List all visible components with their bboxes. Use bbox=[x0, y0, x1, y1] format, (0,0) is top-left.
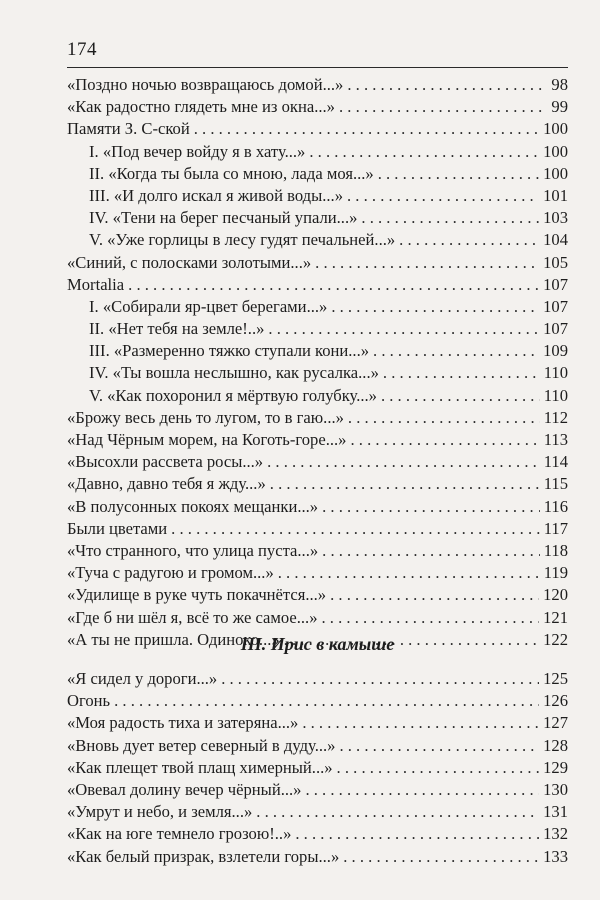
toc-list-top bbox=[67, 74, 568, 651]
toc-entry bbox=[67, 407, 568, 429]
toc-entry-page: 115 bbox=[543, 474, 568, 494]
toc-entry-title: «Умрут и небо, и земля...» bbox=[67, 802, 253, 822]
toc-entry bbox=[67, 757, 568, 779]
toc-entry bbox=[67, 229, 568, 251]
toc-entry bbox=[67, 735, 568, 757]
toc-entry-title: II. «Когда ты была со мною, лада моя...» bbox=[89, 163, 374, 183]
toc-entry-title: IV. «Ты вошла неслышно, как русалка...» bbox=[89, 363, 379, 383]
dot-leader bbox=[302, 712, 539, 734]
toc-entry-title: «Брожу весь день то лугом, то в гаю...» bbox=[67, 407, 344, 427]
dot-leader bbox=[194, 118, 539, 140]
toc-entry-page: 114 bbox=[543, 452, 568, 472]
dot-leader bbox=[268, 318, 539, 340]
toc-entry bbox=[67, 296, 568, 318]
dot-leader bbox=[315, 252, 539, 274]
dot-leader bbox=[343, 846, 539, 868]
toc-entry-page: 130 bbox=[543, 779, 568, 799]
toc-entry-page: 110 bbox=[543, 385, 568, 405]
toc-entry-page: 101 bbox=[543, 185, 568, 205]
toc-entry-title: V. «Как похоронил я мёртвую голубку...» bbox=[89, 385, 377, 405]
toc-entry bbox=[67, 118, 568, 140]
dot-leader bbox=[373, 340, 539, 362]
toc-entry bbox=[67, 846, 568, 868]
dot-leader bbox=[322, 496, 540, 518]
dot-leader bbox=[114, 690, 539, 712]
toc-entry bbox=[67, 252, 568, 274]
toc-list-bottom bbox=[67, 668, 568, 868]
toc-entry-page: 133 bbox=[543, 846, 568, 866]
toc-entry-page: 132 bbox=[543, 824, 568, 844]
toc-entry bbox=[67, 274, 568, 296]
toc-entry-title: I. «Под вечер войду я в хату...» bbox=[89, 141, 306, 161]
toc-entry-title: «Как плещет твой плащ химерный...» bbox=[67, 757, 333, 777]
toc-entry-page: 121 bbox=[543, 607, 568, 627]
toc-entry-title: «Высохли рассвета росы...» bbox=[67, 452, 264, 472]
section-heading: III. Ирис в камыше bbox=[240, 634, 395, 654]
toc-entry-title: Памяти З. С-ской bbox=[67, 119, 190, 139]
header-rule bbox=[67, 67, 568, 68]
toc-entry bbox=[67, 473, 568, 495]
toc-entry-title: «Давно, давно тебя я жду...» bbox=[67, 474, 266, 494]
dot-leader bbox=[337, 757, 540, 779]
toc-entry bbox=[67, 712, 568, 734]
toc-entry bbox=[67, 823, 568, 845]
toc-entry-title: II. «Нет тебя на земле!..» bbox=[89, 319, 265, 339]
toc-entry-page: 119 bbox=[543, 563, 568, 583]
dot-leader bbox=[350, 429, 539, 451]
toc-entry bbox=[67, 496, 568, 518]
toc-entry-page: 107 bbox=[543, 319, 568, 339]
dot-leader bbox=[256, 801, 539, 823]
toc-entry-page: 103 bbox=[543, 208, 568, 228]
toc-entry-title: I. «Собирали яр-цвет берегами...» bbox=[89, 296, 328, 316]
toc-entry-title: «Удилище в руке чуть покачнётся...» bbox=[67, 585, 327, 605]
toc-entry-page: 118 bbox=[543, 540, 568, 560]
toc-entry bbox=[67, 141, 568, 163]
toc-entry bbox=[67, 429, 568, 451]
dot-leader bbox=[309, 141, 539, 163]
toc-entry bbox=[67, 96, 568, 118]
toc-entry-page: 131 bbox=[543, 802, 568, 822]
dot-leader bbox=[347, 74, 547, 96]
page-number: 174 bbox=[67, 39, 97, 60]
toc-entry-page: 98 bbox=[551, 75, 568, 94]
dot-leader bbox=[361, 207, 539, 229]
dot-leader bbox=[339, 735, 539, 757]
dot-leader bbox=[381, 385, 540, 407]
toc-entry-title: V. «Уже горлицы в лесу гудят печальней...» bbox=[89, 230, 396, 250]
dot-leader bbox=[221, 668, 539, 690]
dot-leader bbox=[267, 451, 540, 473]
toc-entry bbox=[67, 607, 568, 629]
toc-entry-title: «Туча с радугою и громом...» bbox=[67, 563, 274, 583]
toc-entry bbox=[67, 362, 568, 384]
toc-entry-page: 113 bbox=[543, 430, 568, 449]
toc-entry-page: 100 bbox=[543, 141, 568, 161]
toc-entry-title: «Над Чёрным морем, на Коготь-горе...» bbox=[67, 430, 347, 449]
toc-entry-title: «А ты не пришла. Одиноко...» bbox=[67, 629, 280, 649]
dot-leader bbox=[128, 274, 539, 296]
dot-leader bbox=[278, 562, 540, 584]
toc-entry bbox=[67, 163, 568, 185]
dot-leader bbox=[331, 296, 539, 318]
toc-entry-title: «Я сидел у дороги...» bbox=[67, 669, 218, 688]
toc-entry-title: «Вновь дует ветер северный в дуду...» bbox=[67, 735, 336, 755]
dot-leader bbox=[347, 185, 539, 207]
toc-entry-page: 122 bbox=[543, 629, 568, 649]
dot-leader bbox=[378, 163, 539, 185]
toc-entry-page: 128 bbox=[543, 735, 568, 755]
toc-entry-page: 126 bbox=[543, 691, 568, 711]
toc-entry-title: III. «И долго искал я живой воды...» bbox=[89, 185, 343, 205]
toc-entry-page: 99 bbox=[551, 97, 568, 117]
toc-entry bbox=[67, 340, 568, 362]
toc-entry-title: IV. «Тени на берег песчаный упали...» bbox=[89, 208, 358, 228]
toc-entry bbox=[67, 518, 568, 540]
toc-entry-title: «Как на юге темнело грозою!..» bbox=[67, 824, 292, 844]
toc-entry-title: Mortalia bbox=[67, 274, 125, 294]
toc-entry bbox=[67, 668, 568, 690]
toc-entry bbox=[67, 318, 568, 340]
toc-entry bbox=[67, 74, 568, 96]
toc-entry-page: 107 bbox=[543, 296, 568, 316]
dot-leader bbox=[339, 96, 547, 118]
toc-entry-page: 105 bbox=[543, 252, 568, 272]
toc-entry bbox=[67, 540, 568, 562]
dot-leader bbox=[171, 518, 540, 540]
toc-entry bbox=[67, 801, 568, 823]
toc-entry-title: «Где б ни шёл я, всё то же самое...» bbox=[67, 607, 318, 627]
toc-entry-title: «Моя радость тиха и затеряна...» bbox=[67, 713, 299, 733]
toc-entry bbox=[67, 584, 568, 606]
toc-entry bbox=[67, 207, 568, 229]
toc-entry-page: 100 bbox=[543, 119, 568, 139]
toc-entry-title: «Как белый призрак, взлетели горы...» bbox=[67, 846, 340, 866]
toc-entry-title: «В полусонных покоях мещанки...» bbox=[67, 496, 319, 516]
toc-entry-title: «Поздно ночью возвращаюсь домой...» bbox=[67, 75, 344, 94]
dot-leader bbox=[295, 823, 539, 845]
toc-entry-page: 120 bbox=[543, 585, 568, 605]
toc-entry-page: 100 bbox=[543, 163, 568, 183]
dot-leader bbox=[322, 540, 540, 562]
toc-entry bbox=[67, 185, 568, 207]
toc-entry-page: 104 bbox=[543, 230, 568, 250]
toc-entry-page: 117 bbox=[543, 518, 568, 538]
toc-entry-page: 107 bbox=[543, 274, 568, 294]
toc-entry-page: 127 bbox=[543, 713, 568, 733]
toc-entry bbox=[67, 690, 568, 712]
toc-entry-page: 109 bbox=[543, 341, 568, 361]
dot-leader bbox=[322, 607, 540, 629]
toc-entry-title: Огонь bbox=[67, 691, 111, 711]
dot-leader bbox=[399, 229, 539, 251]
dot-leader bbox=[330, 584, 539, 606]
toc-entry-title: «Что странного, что улица пуста...» bbox=[67, 540, 319, 560]
toc-entry bbox=[67, 385, 568, 407]
toc-entry-title: «Синий, с полосками золотыми...» bbox=[67, 252, 312, 272]
toc-entry-page: 110 bbox=[543, 363, 568, 383]
toc-entry-page: 116 bbox=[543, 496, 568, 516]
toc-entry-title: «Как радостно глядеть мне из окна...» bbox=[67, 97, 335, 117]
toc-entry-page: 125 bbox=[543, 669, 568, 688]
toc-entry-title: Были цветами bbox=[67, 518, 168, 538]
toc-entry-page: 112 bbox=[543, 407, 568, 427]
dot-leader bbox=[305, 779, 539, 801]
dot-leader bbox=[348, 407, 540, 429]
toc-entry bbox=[67, 451, 568, 473]
toc-entry-title: «Овевал долину вечер чёрный...» bbox=[67, 779, 302, 799]
toc-entry bbox=[67, 562, 568, 584]
toc-entry-page: 129 bbox=[543, 757, 568, 777]
dot-leader bbox=[270, 473, 540, 495]
toc-entry-title: III. «Размеренно тяжко ступали кони...» bbox=[89, 341, 370, 361]
dot-leader bbox=[383, 362, 540, 384]
toc-entry bbox=[67, 779, 568, 801]
